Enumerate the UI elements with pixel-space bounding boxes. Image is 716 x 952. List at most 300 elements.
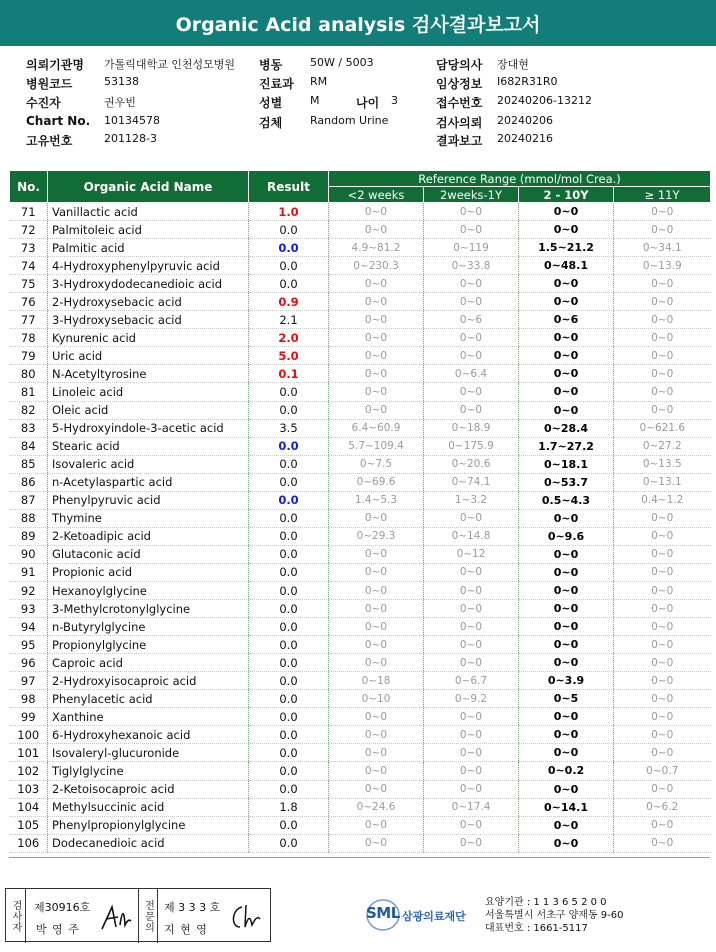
result-value bbox=[249, 383, 329, 401]
info-value: 장대현 bbox=[497, 58, 529, 71]
range-2-10-years: 0~0 bbox=[519, 780, 614, 798]
header-no: No. bbox=[10, 171, 48, 203]
table-row bbox=[10, 221, 711, 239]
result-value bbox=[249, 690, 329, 708]
info-label: 병원코드 bbox=[26, 77, 73, 91]
signature-box bbox=[5, 888, 271, 942]
result-text: 0.0 bbox=[279, 619, 298, 634]
acid-name: N-Acetyltyrosine bbox=[48, 365, 249, 383]
range-under-2-weeks: 0~0 bbox=[329, 293, 424, 311]
acid-name: 4-Hydroxyphenylpyruvic acid bbox=[48, 257, 249, 275]
result-text: 0.0 bbox=[279, 673, 298, 688]
acid-name: Phenylpyruvic acid bbox=[48, 491, 249, 509]
result-text: 0.0 bbox=[279, 655, 298, 670]
range-11-years-plus: 0~621.6 bbox=[614, 419, 711, 437]
table-row bbox=[10, 509, 711, 527]
range-2-weeks-1-year: 0~12 bbox=[424, 545, 519, 563]
row-number: 105 bbox=[10, 816, 48, 834]
range-2-10-years: 0~0 bbox=[519, 509, 614, 527]
range-11-years-plus: 0~0 bbox=[614, 293, 711, 311]
result-text: 0.0 bbox=[279, 836, 298, 851]
range-2-10-years: 0~0 bbox=[519, 636, 614, 654]
result-value bbox=[249, 365, 329, 383]
row-number: 90 bbox=[10, 545, 48, 563]
examiner-label-text: 검사자 bbox=[10, 899, 21, 933]
table-row bbox=[10, 762, 711, 780]
range-2-10-years: 0~0 bbox=[519, 834, 614, 852]
acid-name: Phenylacetic acid bbox=[48, 690, 249, 708]
range-2-weeks-1-year: 0~33.8 bbox=[424, 257, 519, 275]
table-row bbox=[10, 654, 711, 672]
range-11-years-plus: 0~0 bbox=[614, 509, 711, 527]
acid-name: 6-Hydroxyhexanoic acid bbox=[48, 726, 249, 744]
range-under-2-weeks: 0~0 bbox=[329, 834, 424, 852]
info-label: 담당의사 bbox=[436, 58, 483, 72]
result-text: 0.0 bbox=[279, 818, 298, 833]
result-value bbox=[249, 600, 329, 618]
range-11-years-plus: 0~0 bbox=[614, 329, 711, 347]
result-value bbox=[249, 545, 329, 563]
acid-name: Tiglylglycine bbox=[48, 762, 249, 780]
acid-name: n-Acetylaspartic acid bbox=[48, 473, 249, 491]
row-number: 75 bbox=[10, 275, 48, 293]
header-reference-range: Reference Range (mmol/mol Crea.) bbox=[329, 171, 711, 187]
range-11-years-plus: 0~13.5 bbox=[614, 455, 711, 473]
range-2-10-years: 0~0 bbox=[519, 221, 614, 239]
info-label: 결과보고 bbox=[436, 134, 483, 148]
info-value: I682R31R0 bbox=[497, 75, 558, 88]
range-under-2-weeks: 0~0 bbox=[329, 618, 424, 636]
range-11-years-plus: 0~0 bbox=[614, 203, 711, 221]
range-under-2-weeks: 0~0 bbox=[329, 726, 424, 744]
range-under-2-weeks: 4.9~81.2 bbox=[329, 239, 424, 257]
range-2-weeks-1-year: 0~0 bbox=[424, 708, 519, 726]
range-under-2-weeks: 0~0 bbox=[329, 600, 424, 618]
table-row bbox=[10, 311, 711, 329]
range-2-weeks-1-year: 0~0 bbox=[424, 780, 519, 798]
range-11-years-plus: 0~0 bbox=[614, 221, 711, 239]
result-text: 0.0 bbox=[278, 439, 299, 454]
acid-name: Hexanoylglycine bbox=[48, 581, 249, 599]
range-under-2-weeks: 0~0 bbox=[329, 581, 424, 599]
range-2-weeks-1-year: 0~74.1 bbox=[424, 473, 519, 491]
row-number: 80 bbox=[10, 365, 48, 383]
range-2-weeks-1-year: 0~0 bbox=[424, 329, 519, 347]
range-2-weeks-1-year: 0~0 bbox=[424, 221, 519, 239]
range-2-10-years: 0~0 bbox=[519, 329, 614, 347]
result-text: 0.0 bbox=[279, 709, 298, 724]
range-2-weeks-1-year: 0~0 bbox=[424, 816, 519, 834]
info-value: 20240206 bbox=[497, 114, 553, 127]
range-11-years-plus: 0~0 bbox=[614, 347, 711, 365]
range-2-10-years: 0~0 bbox=[519, 726, 614, 744]
range-11-years-plus: 0~0 bbox=[614, 581, 711, 599]
table-row bbox=[10, 437, 711, 455]
table-row bbox=[10, 726, 711, 744]
info-label: 임상정보 bbox=[436, 77, 483, 91]
range-under-2-weeks: 0~29.3 bbox=[329, 527, 424, 545]
lab-code: 요양기관 : 1 1 3 6 5 2 0 0 bbox=[485, 897, 607, 908]
row-number: 72 bbox=[10, 221, 48, 239]
range-11-years-plus: 0~0 bbox=[614, 690, 711, 708]
range-2-weeks-1-year: 0~0 bbox=[424, 203, 519, 221]
acid-name: 2-Hydroxyisocaproic acid bbox=[48, 672, 249, 690]
range-2-10-years: 0~3.9 bbox=[519, 672, 614, 690]
result-value bbox=[249, 726, 329, 744]
range-11-years-plus: 0~0 bbox=[614, 816, 711, 834]
range-2-weeks-1-year: 0~14.8 bbox=[424, 527, 519, 545]
range-2-10-years: 0~0 bbox=[519, 347, 614, 365]
range-under-2-weeks: 0~230.3 bbox=[329, 257, 424, 275]
range-under-2-weeks: 0~0 bbox=[329, 708, 424, 726]
range-2-weeks-1-year: 0~0 bbox=[424, 383, 519, 401]
table-row bbox=[10, 798, 711, 816]
acid-name: Kynurenic acid bbox=[48, 329, 249, 347]
result-value bbox=[249, 527, 329, 545]
range-2-weeks-1-year: 0~18.9 bbox=[424, 419, 519, 437]
result-value bbox=[249, 618, 329, 636]
acid-name: Phenylpropionylglycine bbox=[48, 816, 249, 834]
range-2-10-years: 0~0 bbox=[519, 275, 614, 293]
result-value bbox=[249, 455, 329, 473]
info-label: 고유번호 bbox=[26, 134, 73, 148]
result-text: 0.0 bbox=[279, 258, 298, 273]
range-11-years-plus: 0~0 bbox=[614, 365, 711, 383]
info-value: Random Urine bbox=[310, 114, 389, 127]
row-number: 81 bbox=[10, 383, 48, 401]
logo-name: 삼광의료재단 bbox=[402, 910, 466, 923]
acid-name: Palmitic acid bbox=[48, 239, 249, 257]
range-11-years-plus: 0~27.2 bbox=[614, 437, 711, 455]
result-value bbox=[249, 473, 329, 491]
examiner-label bbox=[6, 889, 26, 943]
row-number: 84 bbox=[10, 437, 48, 455]
range-under-2-weeks: 6.4~60.9 bbox=[329, 419, 424, 437]
range-2-10-years: 0~0 bbox=[519, 563, 614, 581]
row-number: 74 bbox=[10, 257, 48, 275]
result-text: 0.0 bbox=[279, 384, 298, 399]
result-text: 2.1 bbox=[279, 312, 298, 327]
range-2-10-years: 0~0 bbox=[519, 600, 614, 618]
range-11-years-plus: 0~0 bbox=[614, 618, 711, 636]
range-2-10-years: 0~0 bbox=[519, 581, 614, 599]
range-2-weeks-1-year: 0~17.4 bbox=[424, 798, 519, 816]
result-text: 0.0 bbox=[279, 276, 298, 291]
report-title: Organic Acid analysis 검사결과보고서 bbox=[0, 0, 716, 46]
result-value bbox=[249, 401, 329, 419]
examiner-name: 박 영 주 bbox=[36, 923, 80, 936]
table-row bbox=[10, 600, 711, 618]
result-value bbox=[249, 744, 329, 762]
range-2-10-years: 0~18.1 bbox=[519, 455, 614, 473]
header-name: Organic Acid Name bbox=[48, 171, 249, 203]
acid-name: 3-Hydroxysebacic acid bbox=[48, 311, 249, 329]
table-row bbox=[10, 690, 711, 708]
range-2-10-years: 1.5~21.2 bbox=[519, 239, 614, 257]
table-row bbox=[10, 708, 711, 726]
result-value bbox=[249, 654, 329, 672]
patient-info bbox=[0, 52, 716, 152]
range-2-weeks-1-year: 0~119 bbox=[424, 239, 519, 257]
table-row bbox=[10, 563, 711, 581]
range-2-10-years: 1.7~27.2 bbox=[519, 437, 614, 455]
acid-name: Glutaconic acid bbox=[48, 545, 249, 563]
header-age-group: <2 weeks bbox=[329, 187, 424, 203]
result-value bbox=[249, 672, 329, 690]
range-2-weeks-1-year: 0~0 bbox=[424, 401, 519, 419]
result-value bbox=[249, 798, 329, 816]
row-number: 103 bbox=[10, 780, 48, 798]
range-2-weeks-1-year: 0~6.4 bbox=[424, 365, 519, 383]
result-value bbox=[249, 816, 329, 834]
acid-name: Propionylglycine bbox=[48, 636, 249, 654]
range-11-years-plus: 0~0 bbox=[614, 527, 711, 545]
result-text: 0.9 bbox=[278, 294, 299, 309]
row-number: 104 bbox=[10, 798, 48, 816]
table-row bbox=[10, 239, 711, 257]
result-value bbox=[249, 581, 329, 599]
info-label: 검체 bbox=[259, 116, 283, 130]
range-2-10-years: 0~0 bbox=[519, 545, 614, 563]
range-11-years-plus: 0~0 bbox=[614, 545, 711, 563]
result-value bbox=[249, 239, 329, 257]
range-2-10-years: 0~53.7 bbox=[519, 473, 614, 491]
header-result: Result bbox=[249, 171, 329, 203]
table-bottom-rule bbox=[9, 857, 710, 858]
row-number: 73 bbox=[10, 239, 48, 257]
info-value: 10134578 bbox=[104, 114, 160, 127]
row-number: 78 bbox=[10, 329, 48, 347]
row-number: 87 bbox=[10, 491, 48, 509]
result-text: 0.0 bbox=[279, 475, 298, 490]
range-2-weeks-1-year: 0~0 bbox=[424, 726, 519, 744]
info-value: 53138 bbox=[104, 75, 139, 88]
info-value: 3 bbox=[391, 94, 398, 107]
range-under-2-weeks: 0~10 bbox=[329, 690, 424, 708]
header-age-group: 2weeks-1Y bbox=[424, 187, 519, 203]
info-value: M bbox=[310, 94, 320, 107]
range-11-years-plus: 0~6.2 bbox=[614, 798, 711, 816]
range-2-10-years: 0~5 bbox=[519, 690, 614, 708]
row-number: 92 bbox=[10, 581, 48, 599]
range-2-weeks-1-year: 0~0 bbox=[424, 636, 519, 654]
header-age-group: ≥ 11Y bbox=[614, 187, 711, 203]
info-label: 의뢰기관명 bbox=[26, 58, 84, 72]
range-2-weeks-1-year: 0~0 bbox=[424, 834, 519, 852]
acid-name: 2-Ketoisocaproic acid bbox=[48, 780, 249, 798]
range-11-years-plus: 0~0 bbox=[614, 654, 711, 672]
table-row bbox=[10, 275, 711, 293]
range-2-weeks-1-year: 0~0 bbox=[424, 275, 519, 293]
result-value bbox=[249, 329, 329, 347]
acid-name: 5-Hydroxyindole-3-acetic acid bbox=[48, 419, 249, 437]
result-text: 0.0 bbox=[279, 763, 298, 778]
range-2-10-years: 0~0 bbox=[519, 383, 614, 401]
result-text: 0.0 bbox=[279, 529, 298, 544]
range-11-years-plus: 0~0 bbox=[614, 708, 711, 726]
acid-name: 3-Methylcrotonylglycine bbox=[48, 600, 249, 618]
range-under-2-weeks: 0~0 bbox=[329, 816, 424, 834]
row-number: 99 bbox=[10, 708, 48, 726]
range-2-weeks-1-year: 0~0 bbox=[424, 509, 519, 527]
acid-name: Dodecanedioic acid bbox=[48, 834, 249, 852]
range-under-2-weeks: 0~0 bbox=[329, 365, 424, 383]
acid-name: Stearic acid bbox=[48, 437, 249, 455]
results-body bbox=[10, 203, 711, 853]
result-text: 5.0 bbox=[278, 348, 299, 363]
range-2-10-years: 0~0 bbox=[519, 618, 614, 636]
range-2-weeks-1-year: 0~0 bbox=[424, 654, 519, 672]
result-text: 0.0 bbox=[279, 782, 298, 797]
range-11-years-plus: 0~13.9 bbox=[614, 257, 711, 275]
result-text: 0.0 bbox=[279, 457, 298, 472]
table-row bbox=[10, 672, 711, 690]
info-value: 20240216 bbox=[497, 132, 553, 145]
table-row bbox=[10, 401, 711, 419]
specialist-license: 제 3 3 3 호 bbox=[164, 901, 221, 914]
result-text: 0.0 bbox=[279, 727, 298, 742]
row-number: 106 bbox=[10, 834, 48, 852]
table-row bbox=[10, 491, 711, 509]
range-under-2-weeks: 5.7~109.4 bbox=[329, 437, 424, 455]
info-value: 권우빈 bbox=[104, 96, 136, 109]
range-2-weeks-1-year: 0~6.7 bbox=[424, 672, 519, 690]
info-label: 성별 bbox=[259, 96, 283, 110]
result-value bbox=[249, 491, 329, 509]
row-number: 94 bbox=[10, 618, 48, 636]
range-2-weeks-1-year: 0~0 bbox=[424, 581, 519, 599]
range-under-2-weeks: 0~0 bbox=[329, 221, 424, 239]
result-value bbox=[249, 834, 329, 852]
result-text: 0.0 bbox=[279, 403, 298, 418]
range-under-2-weeks: 0~18 bbox=[329, 672, 424, 690]
row-number: 83 bbox=[10, 419, 48, 437]
result-value bbox=[249, 509, 329, 527]
result-text: 0.0 bbox=[279, 583, 298, 598]
results-table bbox=[9, 170, 711, 853]
range-2-10-years: 0~0 bbox=[519, 744, 614, 762]
table-row bbox=[10, 257, 711, 275]
row-number: 77 bbox=[10, 311, 48, 329]
range-11-years-plus: 0~13.1 bbox=[614, 473, 711, 491]
acid-name: Propionic acid bbox=[48, 563, 249, 581]
table-row bbox=[10, 527, 711, 545]
lab-address: 서울특별시 서초구 양재동 9-60 bbox=[485, 910, 624, 921]
result-text: 0.0 bbox=[278, 493, 299, 508]
range-11-years-plus: 0~0 bbox=[614, 726, 711, 744]
row-number: 89 bbox=[10, 527, 48, 545]
acid-name: Uric acid bbox=[48, 347, 249, 365]
range-11-years-plus: 0~0 bbox=[614, 275, 711, 293]
row-number: 101 bbox=[10, 744, 48, 762]
range-11-years-plus: 0~0 bbox=[614, 383, 711, 401]
range-under-2-weeks: 0~0 bbox=[329, 203, 424, 221]
row-number: 82 bbox=[10, 401, 48, 419]
acid-name: Oleic acid bbox=[48, 401, 249, 419]
acid-name: Isovaleric acid bbox=[48, 455, 249, 473]
row-number: 76 bbox=[10, 293, 48, 311]
range-under-2-weeks: 0~0 bbox=[329, 509, 424, 527]
info-value: 가톨릭대학교 인천성모병원 bbox=[104, 58, 236, 71]
info-value: 50W / 5003 bbox=[310, 56, 374, 69]
range-under-2-weeks: 0~0 bbox=[329, 329, 424, 347]
range-2-weeks-1-year: 0~0 bbox=[424, 563, 519, 581]
range-11-years-plus: 0~0 bbox=[614, 401, 711, 419]
range-11-years-plus: 0~0 bbox=[614, 563, 711, 581]
info-label: Chart No. bbox=[26, 114, 91, 128]
table-row bbox=[10, 383, 711, 401]
result-value bbox=[249, 293, 329, 311]
range-under-2-weeks: 0~0 bbox=[329, 762, 424, 780]
info-label: 수진자 bbox=[26, 96, 61, 110]
row-number: 79 bbox=[10, 347, 48, 365]
info-label: 병동 bbox=[259, 58, 283, 72]
info-value: RM bbox=[310, 75, 328, 88]
header-age-group: 2 - 10Y bbox=[519, 187, 614, 203]
range-2-10-years: 0~0.2 bbox=[519, 762, 614, 780]
row-number: 85 bbox=[10, 455, 48, 473]
range-under-2-weeks: 0~0 bbox=[329, 545, 424, 563]
info-value: 20240206-13212 bbox=[497, 94, 592, 107]
result-value bbox=[249, 419, 329, 437]
range-11-years-plus: 0~0 bbox=[614, 600, 711, 618]
table-row bbox=[10, 545, 711, 563]
table-row bbox=[10, 365, 711, 383]
range-11-years-plus: 0~0 bbox=[614, 780, 711, 798]
table-row bbox=[10, 744, 711, 762]
acid-name: Caproic acid bbox=[48, 654, 249, 672]
lab-logo bbox=[366, 897, 482, 933]
range-under-2-weeks: 0~0 bbox=[329, 563, 424, 581]
range-11-years-plus: 0~0 bbox=[614, 672, 711, 690]
range-11-years-plus: 0~0 bbox=[614, 744, 711, 762]
info-label: 진료과 bbox=[259, 77, 294, 91]
result-value bbox=[249, 203, 329, 221]
range-2-weeks-1-year: 0~0 bbox=[424, 618, 519, 636]
acid-name: n-Butyrylglycine bbox=[48, 618, 249, 636]
info-label: 검사의뢰 bbox=[436, 116, 483, 130]
table-row bbox=[10, 203, 711, 221]
range-2-weeks-1-year: 0~0 bbox=[424, 600, 519, 618]
row-number: 102 bbox=[10, 762, 48, 780]
acid-name: Palmitoleic acid bbox=[48, 221, 249, 239]
range-11-years-plus: 0~0 bbox=[614, 636, 711, 654]
examiner-signature-icon bbox=[98, 901, 134, 935]
range-under-2-weeks: 0~0 bbox=[329, 654, 424, 672]
range-2-weeks-1-year: 0~0 bbox=[424, 762, 519, 780]
result-value bbox=[249, 780, 329, 798]
specialist-name: 지 현 영 bbox=[164, 923, 208, 936]
row-number: 95 bbox=[10, 636, 48, 654]
row-number: 88 bbox=[10, 509, 48, 527]
range-under-2-weeks: 0~0 bbox=[329, 401, 424, 419]
range-under-2-weeks: 0~24.6 bbox=[329, 798, 424, 816]
acid-name: 2-Hydroxysebacic acid bbox=[48, 293, 249, 311]
range-2-weeks-1-year: 0~0 bbox=[424, 744, 519, 762]
range-2-10-years: 0~0 bbox=[519, 708, 614, 726]
lab-info bbox=[485, 896, 624, 935]
result-value bbox=[249, 221, 329, 239]
result-text: 1.0 bbox=[278, 204, 299, 219]
range-2-weeks-1-year: 0~6 bbox=[424, 311, 519, 329]
row-number: 96 bbox=[10, 654, 48, 672]
acid-name: Xanthine bbox=[48, 708, 249, 726]
result-text: 0.0 bbox=[279, 637, 298, 652]
table-row bbox=[10, 581, 711, 599]
range-2-10-years: 0.5~4.3 bbox=[519, 491, 614, 509]
acid-name: 2-Ketoadipic acid bbox=[48, 527, 249, 545]
range-under-2-weeks: 0~0 bbox=[329, 383, 424, 401]
